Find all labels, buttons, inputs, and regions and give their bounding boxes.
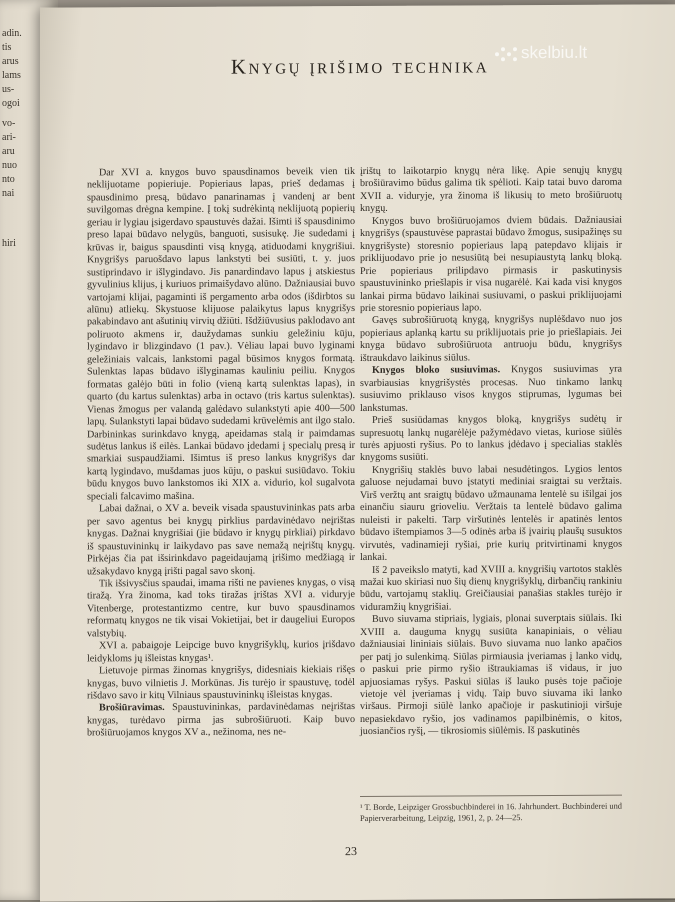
paragraph xyxy=(360,314,622,365)
page-title: Knygų įrišimo technika xyxy=(230,53,490,79)
logo-dots-icon xyxy=(495,47,517,61)
paragraph-text: Knygrišių staklės buvo labai nesudėtingos. Lygios lentos galuose nejudamai buvo įstatyti mediniai sraigtai su veržtais. Virš veržtų ant sraigtų būdavo užmaunama lentelė su išilgai jos einančiu siauru grioveliu. Veržtais ta lentelė būdavo galima nuleisti ir pakelti. Tarp viršutinės lentelės ir apatinės lentos būdavo ištempiamos 3—5 odinės arba iš įvairių plaušų susuktos virvutės, vadinamieji ryšiai, prie kurių pritvirtinami knygos lankai. xyxy=(360,463,622,564)
paragraph xyxy=(87,502,355,578)
paragraph xyxy=(360,464,622,565)
paragraph-text: Dar XVI a. knygos buvo spausdinamos beveik vien tik neklijuotame popieriuje. Popieriaus lapas, prieš dedamas į spausdinimo presą, būdavo panarinamas į vandenį ar bent suvilgomas drėgna kempine. Į tokį sudrėkintą neklijuotą popierių geriau ir lygiau įsigerdavo spaustuvės dažai. Išimti iš spausdinimo preso lapai būdavo nelygūs, banguoti, susisukę. Jie sudedami į krūvas ir, baigus spausdinti visą knygą, atiduodami knygrišiui. Knygrišys paruošdavo lapus lankstyti bei susiūti, t. y. juos sustiprindavo ir išlygindavo. Jis panardindavo lapus į atskiestus gyvulinius klijus, į kuriuos primaišydavo alūno. Dažniausiai buvo vartojami klijai, pagaminti iš pergamento arba odos (išdirbtos su alūnu) atliekų. Skystuose klijuose palaikytus lapus knygrišys pakabindavo ant ašutinių virvių džiūti. Išdžiūvusius paklodavo ant poliruoto akmens ir, daužydamas sunkiu geležiniu kūju, lygindavo ir blizgindavo (1 pav.). Vėliau lapai buvo lyginami geležiniais valcais, lankstomi pagal būsimos knygos formatą. Sulenktas lapas būdavo išlyginamas kauliniu peiliu. Knygos formatas galėjo būti in folio (vieną kartą sulenktas lapas), in quarto (du kartus sulenktas) arba in octavo (tris kartus sulenktas). Vienas žmogus per valandą galėdavo sulankstyti apie 400—500 lapų. Sulankstyti lapai būdavo sudedami krūvelėmis ant ilgo stalo. Darbininkas surinkdavo knygą, apeidamas stalą ir paimdamas sudėtus lankus iš eilės. Lankai būdavo įdedami į specialų presą ir smarkiai suspaudžiami. Išimtus iš preso lankus knygrišys dar kartą lygindavo, mušdamas juos kūju, o paskui susiūdavo. Tokiu būdu knygos buvo lankstomos iki XIX a. vidurio, kol sugalvota speciali falcavimo mašina. xyxy=(87,166,356,503)
facing-page-fragment: nto xyxy=(2,174,15,185)
paragraph xyxy=(360,214,622,315)
paragraph xyxy=(87,166,355,504)
facing-page-fragment: us- xyxy=(2,84,15,95)
paragraph-text: Tik išsivysčius spaudai, imama rišti ne pavienes knygas, o visą tiražą. Yra žinoma, kad toks tiražas įrištas XVI a. viduryje Vitenberge, protestantizmo centre, kur buvo spausdinamos reformatų knygos ne tik visai Vokietijai, bet ir daugeliui Europos valstybių. xyxy=(87,576,355,640)
paragraph xyxy=(360,613,622,739)
right-column xyxy=(360,165,622,739)
facing-page-fragment: tis xyxy=(2,42,12,53)
page-number: 23 xyxy=(345,844,357,859)
paragraph xyxy=(360,414,622,465)
paragraph xyxy=(360,165,622,216)
paragraph xyxy=(87,577,355,641)
facing-page-fragment: arus xyxy=(2,56,19,67)
paragraph-text: Buvo siuvama stipriais, lygiais, plonai suverptais siūlais. Iki XVIII a. dauguma knygų susiūta kanapiniais, o vėliau dažniausiai lininiais siūlais. Buvo siuvama nuo lanko apačios per patį jo sulenkimą. Siūlas pirmiausia įveriamas į lanko vidų, o paskui prie pirmo ryšio ištraukiamas iš vidaus, ir juo apjuosiamas ryšys. Paskui siūlas iš lauko pusės toje pačioje vietoje vėl įveriamas į vidų. Taip buvo siuvama iki lanko viršaus. Pirmoji siūlė lanko apačioje ir paskutinioji viršuje nepasiekdavo ryšio, jos vadinamos papilbinėmis, o kitos, juosiančios ryšį, — tikrosiomis siūlėmis. Iš paskutinės xyxy=(360,612,622,738)
facing-page-fragment: lams xyxy=(2,70,21,81)
paragraph-text: Spaustuvininkas, pardavinėdamas neįrištas knygas, turėdavo pirma jas subrošiūruoti. Kaip buvo brošiūruojamos knygos XV a., nežinoma, nes ne- xyxy=(87,701,355,739)
paragraph xyxy=(360,364,622,415)
footnote: ¹ T. Borde, Leipziger Grossbuchbinderei in 16. Jahrhundert. Buchbinderei und Papierverarbeitung, Leipzig, 1961, 2, p. 24—25. xyxy=(360,795,622,824)
paragraph xyxy=(87,664,355,703)
facing-page-fragment: adin. xyxy=(2,28,22,39)
paragraph xyxy=(360,563,622,614)
book-page xyxy=(40,4,675,901)
paragraph-text: Lietuvoje pirmas žinomas knygrišys, didesniais kiekiais rišęs knygas, buvo vilnietis J. Morkūnas. Jis turėjo ir spaustuvę, todėl rišdavo savo ir kitų Vilniaus spaustuvininkų išleistas knygas. xyxy=(87,664,355,702)
paragraph xyxy=(87,702,355,741)
facing-page-fragment: nuo xyxy=(2,160,17,171)
section-heading: Brošiūravimas. xyxy=(99,702,165,714)
paragraph-text: Iš 2 paveikslo matyti, kad XVIII a. knygrišių vartotos staklės mažai kuo skiriasi nuo šių dienų knygrišyklų, dirbančių rankiniu būdu, vartojamų staklių. Greičiausiai panašias stakles turėjo ir viduramžių knygrišiai. xyxy=(360,563,622,613)
watermark xyxy=(495,43,587,63)
facing-page-fragment: hiri xyxy=(2,238,16,249)
facing-page-fragment: aru xyxy=(2,146,15,157)
paragraph-text: Gavęs subrošiūruotą knygą, knygrišys nuplėšdavo nuo jos popieriaus aplanką kartu su priklijuotais prie jo priešlapiais. Jei knyga būdavo subrošiūruota antruoju būdu, knygrišys ištraukdavo laikinus siūlus. xyxy=(360,314,622,364)
facing-page-fragment: vo- xyxy=(2,118,16,129)
section-heading: Knygos bloko susiuvimas. xyxy=(372,364,501,377)
paragraph-text: Knygos susiuvimas yra svarbiausias knygrišystės procesas. Nuo tinkamo lankų susiuvimo priklauso visos knygos stiprumas, lygumas bei lankstumas. xyxy=(360,363,622,414)
paragraph-text: Prieš susiūdamas knygos bloką, knygrišys sudėtų ir supresuotų lankų nugarėlėje pažymėdavo vietas, kuriose siūlės turės apjuosti ryšius. Po to lankus įdėdavo į specialias staklės knygoms susiūti. xyxy=(360,413,622,464)
facing-page-fragment: ari- xyxy=(2,132,16,143)
paragraph-text: įrištų to laikotarpio knygų nėra likę. Apie senųjų knygų brošiūravimo būdus galima tik spėlioti. Kaip tatai buvo daroma XVII a. viduryje, yra žinoma iš likusių to meto brošiūruotų knygų. xyxy=(360,164,622,215)
watermark-text: skelbiu.lt xyxy=(521,42,588,63)
paragraph xyxy=(87,639,355,665)
paragraph-text: Labai dažnai, o XV a. beveik visada spaustuvininkas pats arba per savo agentus bei knygų pirklius pardavinėdavo neįrištas knygas. Dažnai knygrišiai (jie būdavo ir knygų pirkliai) pirkdavo iš spaustuvininkų ir laikydavo pas save nemažą neįrištų knygų. Pirkėjas čia pat išsirinkdavo pageidaujamą įrišimo medžiagą ir užsakydavo knygą įrišti pagal savo skonį. xyxy=(87,502,355,577)
left-column xyxy=(87,166,355,740)
paragraph-text: XVI a. pabaigoje Leipcige buvo knygrišyklų, kurios įrišdavo leidykloms jų išleistas knygas¹. xyxy=(87,639,355,665)
paragraph-text: Knygos buvo brošiūruojamos dviem būdais. Dažniausiai knygrišys (spaustuvėse paprastai būdavo žmogus, susipažinęs su knygrišyste) storesnio popieriaus lapą patepdavo klijais ir priklijuodavo prie jo nesusiūtą bei nesupiaustytą lankų bloką. Prie popieriaus prilipdavo pirmasis ir paskutinysis spaustuvininko priešlapis ir visa nugarėlė. Kai kada visi knygos lankai pirma būdavo laikinai susiuvami, o paskui priklijuojami prie storesnio popieriaus lapo. xyxy=(360,214,622,314)
facing-page-fragment: ogoi xyxy=(2,98,20,109)
facing-page-fragment: nai xyxy=(2,188,15,199)
